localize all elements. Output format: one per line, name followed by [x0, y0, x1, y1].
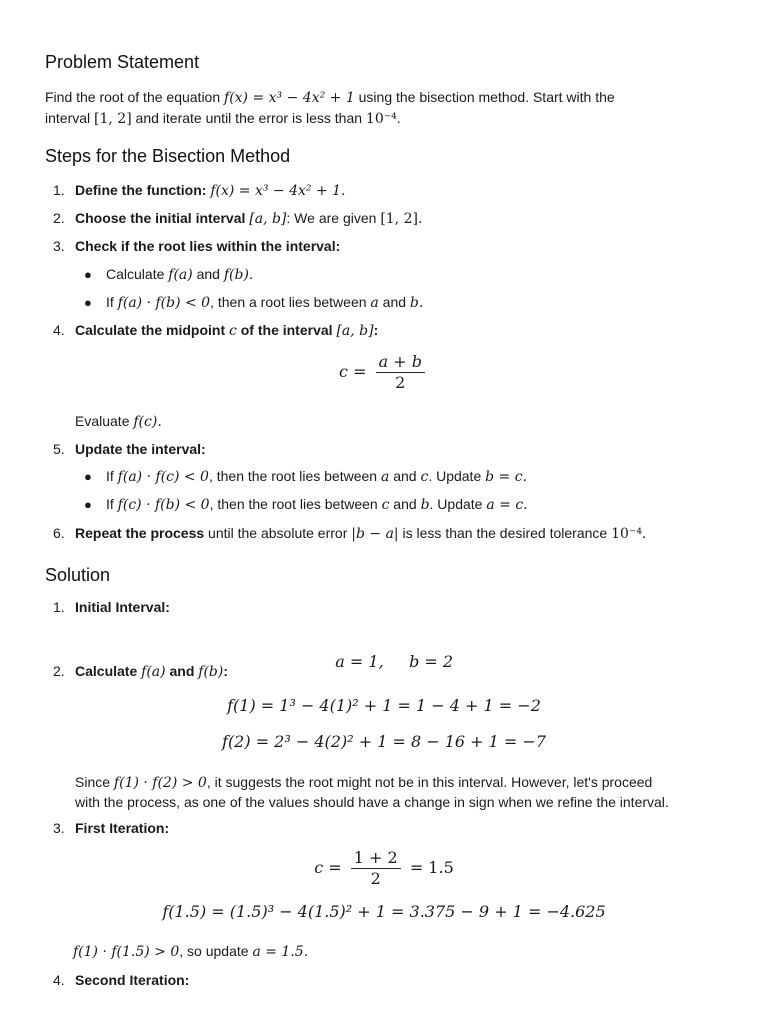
step-title: First Iteration: — [75, 820, 170, 836]
bullet-text: Calculate — [106, 266, 169, 282]
step-5-bullet-1 — [84, 466, 724, 487]
bullet-math: a — [370, 295, 379, 311]
step-3 — [53, 236, 733, 256]
step-title: Second Iteration: — [75, 972, 190, 988]
step-title: Calculate — [75, 663, 142, 679]
formula-lhs: c = — [314, 858, 342, 877]
step-text: , it suggests the root might not be in this interval. However, let's proceed — [206, 774, 653, 790]
step-math: f(b) — [198, 664, 224, 680]
bullet-text: and — [389, 496, 421, 512]
step-5-bullet-2 — [84, 494, 724, 515]
equation: f(2) = 2³ − 4(2)² + 1 = 8 − 16 + 1 = −7 — [222, 732, 546, 751]
bullet-math: b — [420, 497, 430, 513]
solution-item-2 — [53, 661, 733, 682]
bullet-text: and — [192, 266, 224, 282]
bullet-math: b = c. — [485, 469, 528, 485]
bullet-text: If — [106, 496, 118, 512]
step-number: 1. — [53, 182, 65, 198]
steps-heading: Steps for the Bisection Method — [45, 146, 291, 166]
step-math: [1, 2]. — [380, 211, 423, 227]
bullet-text: . Update — [428, 468, 486, 484]
step-math: f(c). — [133, 414, 162, 430]
step-5 — [53, 439, 733, 459]
step-text: is less than the desired tolerance — [398, 525, 612, 541]
step-title: of the interval — [236, 322, 337, 338]
bullet-math: a — [380, 469, 390, 485]
step-title: Check if the root lies within the interval: — [75, 238, 341, 254]
bullet-icon: ● — [84, 469, 92, 484]
bullet-math: c — [381, 497, 390, 513]
solution-item-4 — [53, 970, 733, 990]
fraction-denominator: 2 — [395, 373, 406, 392]
bullet-text: If — [106, 468, 118, 484]
midpoint-formula — [0, 352, 768, 393]
bullet-math: f(a) · f(b) < 0 — [117, 295, 211, 311]
bullet-icon: ● — [84, 267, 92, 282]
step-text: , so update — [179, 943, 253, 959]
bullet-math: f(a) · f(c) < 0 — [117, 469, 209, 485]
fraction-denominator: 2 — [370, 869, 381, 888]
step-math: [a, b] — [336, 323, 374, 339]
problem-interval: [1, 2] — [94, 111, 132, 127]
step-title: Choose the initial interval — [75, 210, 250, 226]
first-iteration-conclusion — [73, 941, 763, 962]
bullet-text: If — [106, 294, 118, 310]
bullet-math: f(a) — [168, 267, 193, 283]
step-3-bullet-1 — [84, 264, 724, 285]
f1-equation — [0, 696, 768, 716]
step-number: 2. — [53, 663, 65, 679]
problem-text: using the bisection method. Start with the — [354, 89, 615, 105]
fraction-numerator: a + b — [376, 352, 425, 373]
step-title: Initial Interval: — [75, 599, 170, 615]
step-number: 5. — [53, 441, 65, 457]
step-title: Repeat the process — [75, 525, 205, 541]
step-title: Calculate the midpoint — [75, 322, 230, 338]
step-4 — [53, 320, 733, 341]
bullet-math: b. — [409, 295, 424, 311]
bullet-math: a = c. — [486, 497, 528, 513]
bullet-text: , then a root lies between — [210, 294, 371, 310]
formula-lhs: c = — [339, 362, 367, 381]
since-line-1 — [75, 772, 755, 793]
step-title: Update the interval: — [75, 441, 206, 457]
step-math: f(a) — [141, 664, 166, 680]
step-number: 1. — [53, 599, 65, 615]
problem-equation: f(x) = x³ − 4x² + 1 — [224, 90, 355, 106]
step-math: f(1) · f(1.5) > 0 — [73, 944, 180, 960]
bullet-text: . Update — [429, 496, 487, 512]
step-number: 3. — [53, 820, 65, 836]
formula-rhs: = 1.5 — [409, 858, 454, 877]
step-3-bullet-2 — [84, 292, 724, 313]
step-number: 4. — [53, 322, 65, 338]
step-text: Evaluate — [75, 413, 134, 429]
step-math: f(1) · f(2) > 0 — [113, 775, 207, 791]
bullet-icon: ● — [84, 295, 92, 310]
problem-heading: Problem Statement — [45, 52, 200, 72]
solution-heading: Solution — [45, 565, 111, 585]
solution-item-1 — [53, 597, 733, 617]
formula-fraction — [351, 848, 401, 889]
problem-text: Find the root of the equation — [45, 89, 225, 105]
step-6 — [53, 523, 733, 544]
step-4-evaluate — [75, 411, 755, 432]
step-title: : — [223, 663, 229, 679]
step-title: and — [165, 663, 199, 679]
equation: f(1.5) = (1.5)³ − 4(1.5)² + 1 = 3.375 − 9 + 1 = −4.625 — [162, 902, 606, 921]
bullet-icon: ● — [84, 497, 92, 512]
step-1 — [53, 180, 733, 201]
step-math: |b − a| — [351, 526, 399, 542]
bullet-text: and — [378, 294, 410, 310]
bullet-text: , then the root lies between — [208, 468, 381, 484]
step-math: f(x) = x³ − 4x² + 1. — [210, 183, 346, 199]
problem-text: and iterate until the error is less than — [131, 110, 366, 126]
since-line-2 — [75, 792, 755, 812]
fraction-numerator: 1 + 2 — [351, 848, 401, 869]
problem-text: interval — [45, 110, 95, 126]
bullet-text: and — [389, 468, 421, 484]
first-midpoint-formula — [0, 848, 768, 889]
step-text: until the absolute error — [204, 525, 352, 541]
step-text: with the process, as one of the values should have a change in sign when we refine the interval. — [75, 794, 669, 810]
bullet-math: f(c) · f(b) < 0 — [117, 497, 210, 513]
equation: a = 1, b = 2 — [335, 652, 454, 671]
step-number: 6. — [53, 525, 65, 541]
step-text: Since — [75, 774, 114, 790]
bullet-math: f(b). — [223, 267, 254, 283]
step-math: c — [229, 323, 237, 339]
problem-line-2 — [45, 108, 735, 129]
step-title: : — [373, 322, 379, 338]
step-number: 4. — [53, 972, 65, 988]
bullet-text: , then the root lies between — [209, 496, 382, 512]
solution-item-3 — [53, 818, 733, 838]
problem-tolerance: 10⁻⁴ — [365, 111, 397, 127]
bullet-math: c — [420, 469, 429, 485]
step-math: a = 1.5. — [252, 944, 309, 960]
step-2 — [53, 208, 733, 229]
step-number: 2. — [53, 210, 65, 226]
step-number: 3. — [53, 238, 65, 254]
problem-line-1 — [45, 87, 735, 108]
step-math: 10⁻⁴. — [611, 526, 647, 542]
f15-equation — [0, 902, 768, 922]
step-title: Define the function: — [75, 182, 211, 198]
formula-fraction — [376, 352, 425, 393]
step-text: : We are given — [286, 210, 381, 226]
step-math: [a, b] — [249, 211, 287, 227]
problem-text: . — [396, 110, 401, 126]
f2-equation — [0, 732, 768, 752]
equation: f(1) = 1³ − 4(1)² + 1 = 1 − 4 + 1 = −2 — [227, 696, 541, 715]
